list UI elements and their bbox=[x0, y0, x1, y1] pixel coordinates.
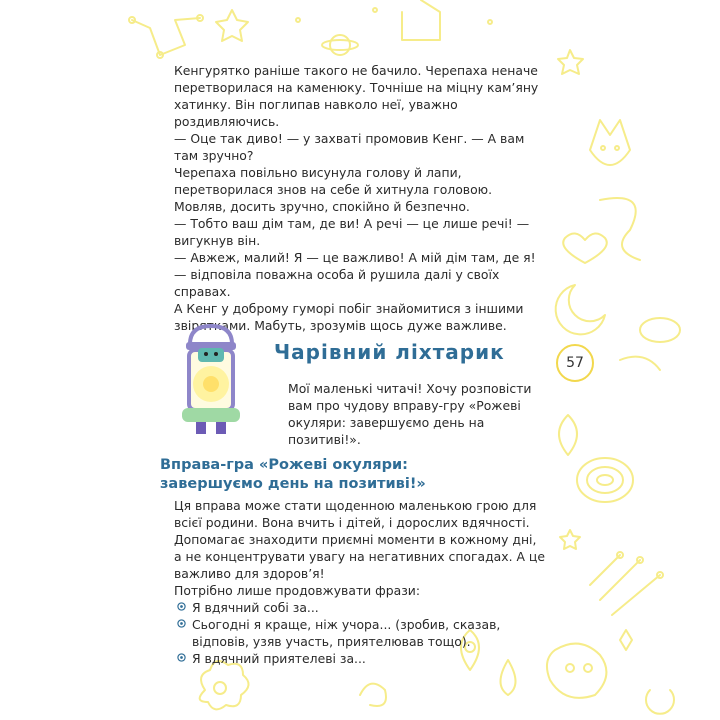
face-doodle bbox=[547, 644, 606, 698]
lantern-illustration bbox=[176, 322, 246, 442]
section-intro bbox=[288, 380, 550, 448]
house-doodle bbox=[402, 0, 440, 40]
moon-doodle bbox=[556, 285, 605, 334]
swirl-doodle bbox=[600, 198, 640, 260]
exercise-title-line: Вправа-гра «Рожеві окуляри: bbox=[160, 457, 408, 473]
story-paragraph: Черепаха повільно висунула голову й лапи, перетворилася знов на себе й хитнула головою. Мовляв, досить зручно, спокійно й безпечно. bbox=[174, 165, 493, 214]
leaf-doodle bbox=[559, 415, 577, 455]
star-doodle bbox=[560, 530, 580, 549]
spiral-doodle bbox=[577, 458, 633, 502]
list-item bbox=[174, 650, 546, 667]
constellation-doodle bbox=[132, 18, 200, 55]
page-number bbox=[556, 344, 594, 382]
page-number-label: 57 bbox=[566, 355, 584, 371]
exercise-body bbox=[174, 497, 546, 667]
story-paragraph: — Оце так диво! — у захваті промовив Кенг. — А вам там зручно? bbox=[174, 131, 525, 163]
phrase-text: Сьогодні я краще, ніж учора... (зробив, сказав, відповів, узяв участь, приятелював тощо). bbox=[192, 617, 501, 649]
star-doodle bbox=[216, 10, 248, 41]
story-paragraph: — Авжеж, малий! Я — це важливо! А мій дім там, де я! — відповіла поважна особа й рушила далі у своїх справах. bbox=[174, 250, 536, 299]
swirl-bullet-icon bbox=[177, 653, 186, 662]
cat-face-doodle bbox=[590, 120, 630, 165]
spiral-doodle bbox=[360, 684, 386, 706]
swirl-bullet-icon bbox=[177, 602, 186, 611]
phrase-text: Я вдячний приятелеві за... bbox=[192, 651, 366, 666]
star-doodle bbox=[558, 50, 583, 74]
exercise-title bbox=[160, 456, 426, 494]
heart-doodle bbox=[563, 233, 607, 263]
story-paragraph: Кенгурятко раніше такого не бачило. Черепаха неначе перетворилася на каменюку. Точніше на міцну кам’яну хатинку. Він поглипав навколо неї, уважно роздивляючись. bbox=[174, 63, 539, 129]
planet-doodle bbox=[330, 35, 350, 55]
phrase-list bbox=[174, 599, 546, 667]
exercise-lead: Потрібно лише продовжувати фрази: bbox=[174, 583, 421, 598]
exercise-paragraph: Ця вправа може стати щоденною маленькою грою для всієї родини. Вона вчить і дітей, і дорослих вдячності. Допомагає знаходити приємні моменти в кожному дні, а не концентрувати увагу на негативних спогадах. А це важливо для здоров’я! bbox=[174, 498, 545, 581]
list-item bbox=[174, 616, 546, 650]
swirl-bullet-icon bbox=[177, 619, 186, 628]
exercise-title-line: завершуємо день на позитиві!» bbox=[160, 476, 426, 492]
story-paragraph: А Кенг у доброму гуморі побіг знайомитися з іншими звірятками. Мабуть, зрозумів щось дуже важливе. bbox=[174, 301, 524, 333]
intro-paragraph: Мої маленькі читачі! Хочу розповісти вам про чудову вправу-гру «Рожеві окуляри: завершуємо день на позитиві!». bbox=[288, 381, 532, 447]
phrase-text: Я вдячний собі за... bbox=[192, 600, 319, 615]
story-paragraph: — Тобто ваш дім там, де ви! А речі — це лише речі! — вигукнув він. bbox=[174, 216, 530, 248]
story-text bbox=[174, 62, 546, 334]
list-item bbox=[174, 599, 546, 616]
section-title: Чарівний ліхтарик bbox=[274, 340, 505, 364]
flower-doodle bbox=[200, 661, 249, 709]
